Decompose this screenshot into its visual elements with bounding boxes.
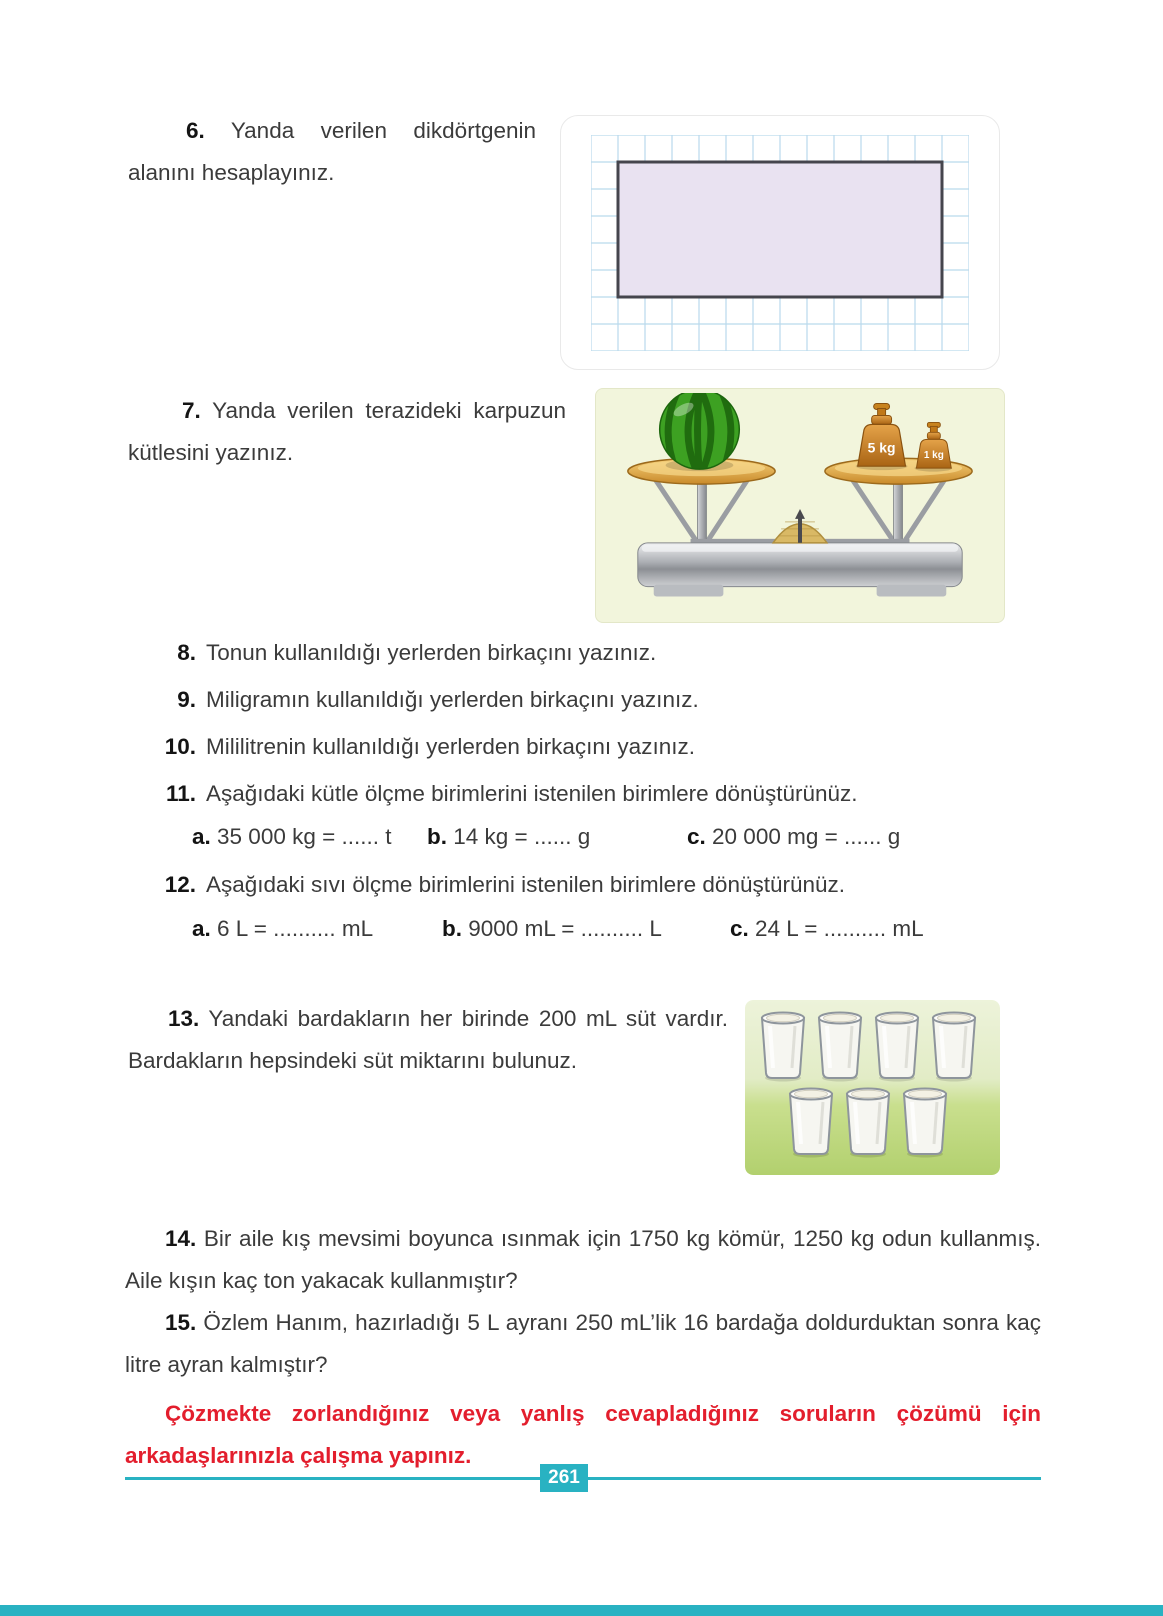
page-bottom-accent-bar xyxy=(0,1605,1163,1616)
question-number: 15. xyxy=(165,1310,197,1335)
question-9 xyxy=(128,685,699,715)
question-number: 8. xyxy=(177,640,196,665)
question-11 xyxy=(128,779,858,809)
question-10 xyxy=(128,732,695,762)
conversion-item-b: b. 9000 mL = .......... L xyxy=(442,916,662,941)
milk-glass-row-bottom xyxy=(790,1089,946,1158)
question-12-items xyxy=(192,916,924,942)
question-text: Bir aile kış mevsimi boyunca ısınmak için 1750 kg kömür, 1250 kg odun kullanmış. Aile kışın kaç ton yakacak kullanmıştır? xyxy=(125,1226,1041,1293)
question-number: 14. xyxy=(165,1226,197,1251)
question-14 xyxy=(125,1218,1041,1302)
milk-glass xyxy=(904,1089,946,1158)
milk-glass xyxy=(819,1013,861,1082)
milk-glass xyxy=(762,1013,804,1082)
conversion-item-a: a. 6 L = .......... mL xyxy=(192,916,374,941)
question-number: 13. xyxy=(168,1006,200,1031)
balance-scale-figure xyxy=(595,388,1005,623)
weight-5kg-label: 5 kg xyxy=(867,439,896,456)
balance-scale-svg xyxy=(596,393,1004,618)
conversion-item-b: b. 14 kg = ...... g xyxy=(427,824,591,849)
question-15 xyxy=(125,1302,1041,1386)
milk-glasses-svg xyxy=(745,1000,1000,1175)
scale-pointer-housing xyxy=(773,509,827,543)
question-number: 12. xyxy=(164,872,196,897)
rectangle-shape xyxy=(618,162,942,297)
question-text: Yandaki bardakların her birinde 200 mL süt vardır. Bardakların hepsindeki süt miktarını bulunuz. xyxy=(128,1006,728,1073)
question-number: 6. xyxy=(186,118,205,143)
question-6 xyxy=(128,110,536,194)
study-note-text: Çözmekte zorlandığınız veya yanlış cevapladığınız soruların çözümü için arkadaşlarınızla çalışma yapınız. xyxy=(125,1401,1041,1468)
question-text: Mililitrenin kullanıldığı yerlerden birkaçını yazınız. xyxy=(206,734,695,759)
question-text: Aşağıdaki kütle ölçme birimlerini istenilen birimlere dönüştürünüz. xyxy=(206,781,858,806)
question-text: Aşağıdaki sıvı ölçme birimlerini istenilen birimlere dönüştürünüz. xyxy=(206,872,846,897)
scale-needle xyxy=(798,517,802,543)
grid-svg xyxy=(591,135,969,351)
question-text: Özlem Hanım, hazırladığı 5 L ayranı 250 mL’lik 16 bardağa doldurduktan sonra kaç litre ayran kalmıştır? xyxy=(125,1310,1041,1377)
question-text: Tonun kullanıldığı yerlerden birkaçını yazınız. xyxy=(206,640,657,665)
milk-glass xyxy=(790,1089,832,1158)
page-number-badge: 261 xyxy=(540,1464,588,1492)
milk-glass xyxy=(876,1013,918,1082)
conversion-item-a: a. 35 000 kg = ...... t xyxy=(192,824,392,849)
question-text: Yanda verilen dikdörtgenin alanını hesaplayınız. xyxy=(128,118,536,185)
weight-5kg-icon xyxy=(856,404,908,471)
question-number: 11. xyxy=(165,781,196,806)
question-number: 10. xyxy=(164,734,196,759)
question-12 xyxy=(128,870,845,900)
weight-1kg-label: 1 kg xyxy=(923,450,944,462)
weight-1kg-icon xyxy=(914,422,952,471)
question-text: Yanda verilen terazideki karpuzun kütlesini yazınız. xyxy=(128,398,566,465)
scale-base xyxy=(638,543,962,597)
milk-glasses-figure xyxy=(745,1000,1000,1175)
conversion-item-c: c. 24 L = .......... mL xyxy=(730,916,924,941)
question-number: 7. xyxy=(182,398,201,423)
question-8 xyxy=(128,638,656,668)
question-7 xyxy=(128,390,566,474)
conversion-item-c: c. 20 000 mg = ...... g xyxy=(687,824,901,849)
question-11-items xyxy=(192,824,900,850)
question-text: Miligramın kullanıldığı yerlerden birkaçını yazınız. xyxy=(206,687,699,712)
question-13 xyxy=(128,998,728,1082)
milk-glass xyxy=(847,1089,889,1158)
milk-glass xyxy=(933,1013,975,1082)
question-number: 9. xyxy=(177,687,196,712)
rectangle-grid-figure xyxy=(560,115,1000,370)
